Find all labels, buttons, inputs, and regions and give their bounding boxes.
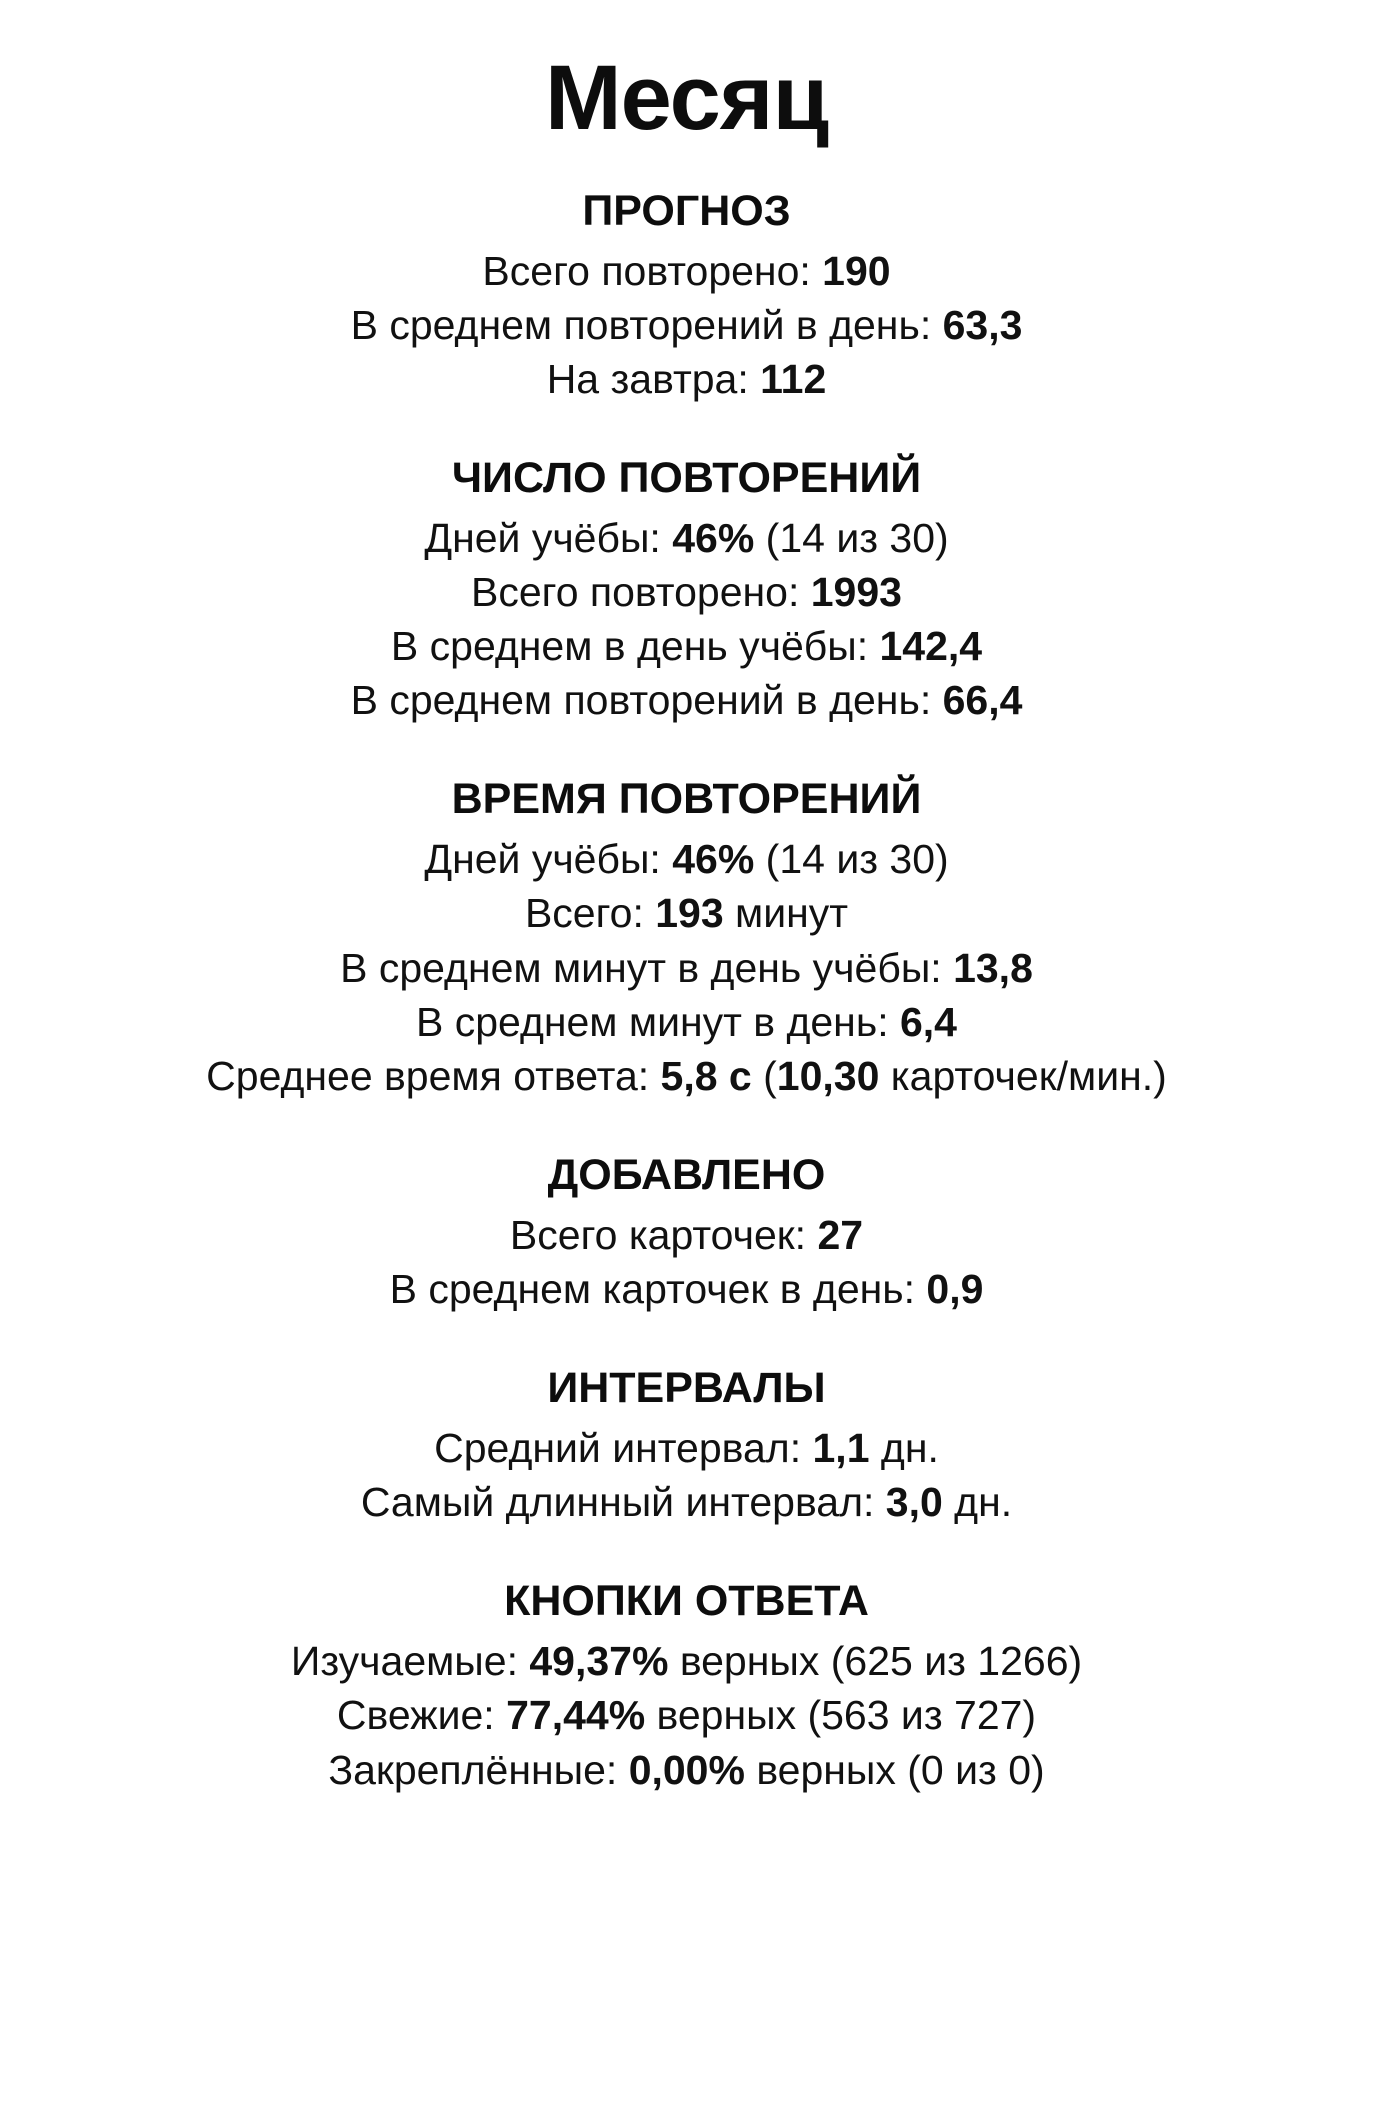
stat-suffix-secondary: карточек/мин.) xyxy=(879,1052,1167,1099)
stat-suffix: (14 из 30) xyxy=(754,836,949,883)
stat-label: Всего: xyxy=(524,890,656,937)
stat-label: Средний интервал: xyxy=(434,1425,813,1472)
section-answer-buttons xyxy=(40,1577,1333,1796)
stat-value: 0,9 xyxy=(926,1266,984,1313)
stat-line xyxy=(40,511,1333,565)
stat-value: 193 xyxy=(655,890,724,937)
stat-suffix: дн. xyxy=(869,1425,939,1472)
stat-line xyxy=(40,886,1333,940)
stat-line xyxy=(40,1049,1333,1103)
stat-value: 49,37% xyxy=(529,1638,669,1685)
stat-label: В среднем минут в день: xyxy=(416,998,900,1045)
section-title-intervals: ИНТЕРВАЛЫ xyxy=(547,1364,826,1413)
stat-line xyxy=(40,352,1333,406)
stat-value: 63,3 xyxy=(942,301,1023,348)
stat-value: 13,8 xyxy=(953,944,1033,991)
stat-label: В среднем повторений в день: xyxy=(350,677,943,724)
section-review-count xyxy=(40,454,1333,727)
stat-line xyxy=(40,1262,1333,1316)
stat-label: Свежие: xyxy=(336,1692,507,1739)
stat-value: 27 xyxy=(817,1211,864,1258)
stat-line xyxy=(40,565,1333,619)
stat-value: 3,0 xyxy=(885,1479,943,1526)
stat-line xyxy=(40,1475,1333,1529)
stat-label: Изучаемые: xyxy=(290,1638,530,1685)
stat-line xyxy=(40,1743,1333,1797)
stat-suffix: верных (563 из 727) xyxy=(645,1692,1037,1739)
section-title-answer-buttons: КНОПКИ ОТВЕТА xyxy=(504,1577,869,1626)
stat-line xyxy=(40,244,1333,298)
stat-value: 1993 xyxy=(810,569,902,616)
stat-label: Самый длинный интервал: xyxy=(360,1479,886,1526)
stat-value: 46% xyxy=(672,836,755,883)
stat-value: 142,4 xyxy=(879,623,983,670)
stat-line xyxy=(40,995,1333,1049)
stat-label: Всего повторено: xyxy=(482,247,823,294)
stat-suffix: дн. xyxy=(942,1479,1013,1526)
stat-value: 5,8 с xyxy=(660,1052,752,1099)
section-added xyxy=(40,1151,1333,1316)
stat-suffix: верных (625 из 1266) xyxy=(668,1638,1083,1685)
section-title-review-count: ЧИСЛО ПОВТОРЕНИЙ xyxy=(451,453,922,502)
stat-line xyxy=(40,1634,1333,1688)
stat-value: 0,00% xyxy=(628,1746,745,1793)
stat-line xyxy=(40,1421,1333,1475)
stat-value: 6,4 xyxy=(899,998,957,1045)
stat-label: На завтра: xyxy=(546,355,761,402)
stat-suffix: верных (0 из 0) xyxy=(744,1746,1045,1793)
stat-value: 46% xyxy=(672,514,755,561)
section-title-added: ДОБАВЛЕНО xyxy=(547,1150,826,1199)
stat-value: 66,4 xyxy=(942,677,1023,724)
page-title: Месяц xyxy=(545,47,828,149)
stat-label: Всего карточек: xyxy=(509,1211,818,1258)
stat-value: 77,44% xyxy=(506,1692,646,1739)
stat-suffix: минут xyxy=(723,890,849,937)
stat-value: 112 xyxy=(760,355,827,402)
section-forecast xyxy=(40,187,1333,406)
stat-line xyxy=(40,941,1333,995)
stat-line xyxy=(40,1208,1333,1262)
stat-suffix: ( xyxy=(751,1052,777,1099)
stat-line xyxy=(40,1688,1333,1742)
stat-label: Дней учёбы: xyxy=(424,836,673,883)
stat-line xyxy=(40,673,1333,727)
stat-suffix: (14 из 30) xyxy=(754,514,949,561)
stat-line xyxy=(40,619,1333,673)
section-review-time xyxy=(40,775,1333,1103)
stat-label: Среднее время ответа: xyxy=(206,1052,661,1099)
stat-line xyxy=(40,298,1333,352)
stat-label: Дней учёбы: xyxy=(424,514,673,561)
section-title-review-time: ВРЕМЯ ПОВТОРЕНИЙ xyxy=(451,775,922,824)
stat-label: Всего повторено: xyxy=(471,569,811,616)
stat-value-secondary: 10,30 xyxy=(776,1052,880,1099)
section-title-forecast: ПРОГНОЗ xyxy=(582,186,791,235)
stat-label: В среднем карточек в день: xyxy=(389,1266,927,1313)
stat-value: 1,1 xyxy=(812,1425,870,1472)
section-intervals xyxy=(40,1364,1333,1529)
stat-label: В среднем минут в день учёбы: xyxy=(340,944,954,991)
stat-label: Закреплённые: xyxy=(328,1746,629,1793)
stat-label: В среднем повторений в день: xyxy=(350,301,943,348)
stat-line xyxy=(40,832,1333,886)
stat-value: 190 xyxy=(822,247,891,294)
stat-label: В среднем в день учёбы: xyxy=(390,623,880,670)
